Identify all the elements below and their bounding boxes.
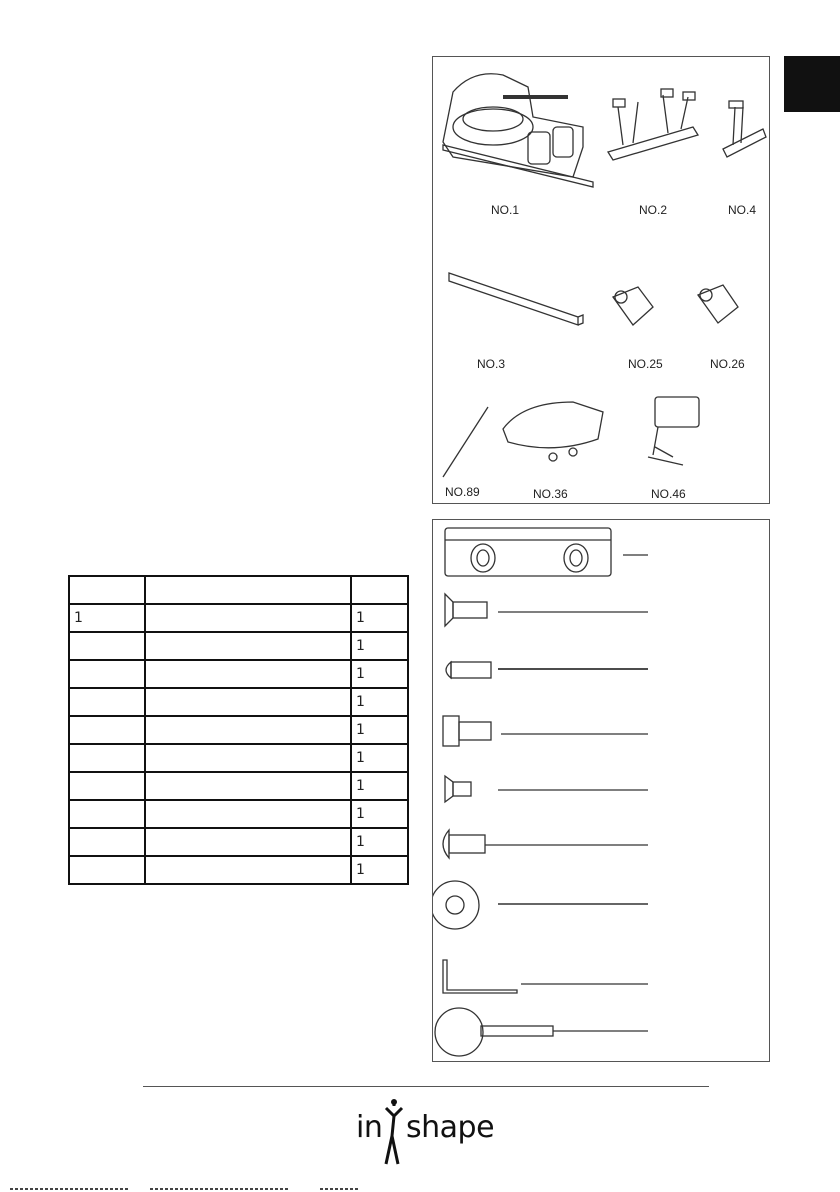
table-row [69,800,408,828]
row-qty: 1 [351,828,408,856]
rail-illustration [449,273,583,325]
row-number [69,772,145,800]
hex-bolt-icon [443,716,648,746]
row-qty: 1 [351,604,408,632]
logo-figure-icon [380,1096,408,1168]
parts-illustration-panel [432,56,770,504]
bottom-print-strip [0,1186,840,1192]
logo-text-right: shape [406,1110,495,1145]
button-head-screw-long-icon [446,662,648,678]
row-description [145,688,351,716]
flat-head-screw-short-icon [445,776,648,802]
row-description [145,660,351,688]
row-number [69,716,145,744]
part-label-no3: NO.3 [477,357,506,371]
row-qty: 1 [351,744,408,772]
row-description [145,856,351,884]
row-description [145,716,351,744]
plate-icon [445,528,648,576]
table-row [69,716,408,744]
part-label-no36: NO.36 [533,487,568,501]
part-label-no2: NO.2 [639,203,668,217]
row-qty: 1 [351,688,408,716]
part-label-no89: NO.89 [445,485,480,499]
bracket-illustration [613,285,738,325]
table-row [69,856,408,884]
parts-list-table [68,575,409,885]
row-number [69,800,145,828]
allen-key-icon [443,960,648,993]
washer-icon [433,881,648,929]
stabilizer-illustration [608,89,698,160]
console-illustration [648,397,699,465]
section-tab-marker [784,56,840,112]
table-row [69,688,408,716]
row-qty: 1 [351,800,408,828]
logo-text-left: in [356,1110,383,1145]
row-number [69,856,145,884]
row-description [145,604,351,632]
row-description [145,744,351,772]
row-number [69,688,145,716]
multi-wrench-icon [435,1008,648,1056]
hardware-drawings [433,520,771,1063]
row-qty: 1 [351,856,408,884]
strap-illustration [443,407,488,477]
table-row [69,604,408,632]
part-label-no26: NO.26 [710,357,745,371]
row-description [145,800,351,828]
table-row [69,828,408,856]
table-row [69,660,408,688]
hardware-panel [432,519,770,1062]
part-label-no25: NO.25 [628,357,663,371]
table-row [69,744,408,772]
rear-stabilizer-illustration [723,101,766,157]
header-cell [351,576,408,604]
round-head-screw-icon [443,830,648,858]
header-cell [69,576,145,604]
table-row [69,632,408,660]
row-qty: 1 [351,716,408,744]
rower-base-illustration [443,74,593,187]
flat-head-screw-icon [445,594,648,626]
row-qty: 1 [351,772,408,800]
row-number [69,632,145,660]
part-label-no46: NO.46 [651,487,686,501]
row-number [69,828,145,856]
header-cell [145,576,351,604]
table-row [69,772,408,800]
table-header-row [69,576,408,604]
parts-drawings [433,57,771,505]
part-label-no1: NO.1 [491,203,520,217]
inshape-logo [350,1096,495,1168]
row-number: 1 [69,604,145,632]
row-qty: 1 [351,660,408,688]
row-description [145,828,351,856]
seat-illustration [503,402,603,461]
row-number [69,744,145,772]
row-description [145,772,351,800]
footer-divider [143,1086,709,1087]
part-label-no4: NO.4 [728,203,757,217]
row-description [145,632,351,660]
row-qty: 1 [351,632,408,660]
row-number [69,660,145,688]
